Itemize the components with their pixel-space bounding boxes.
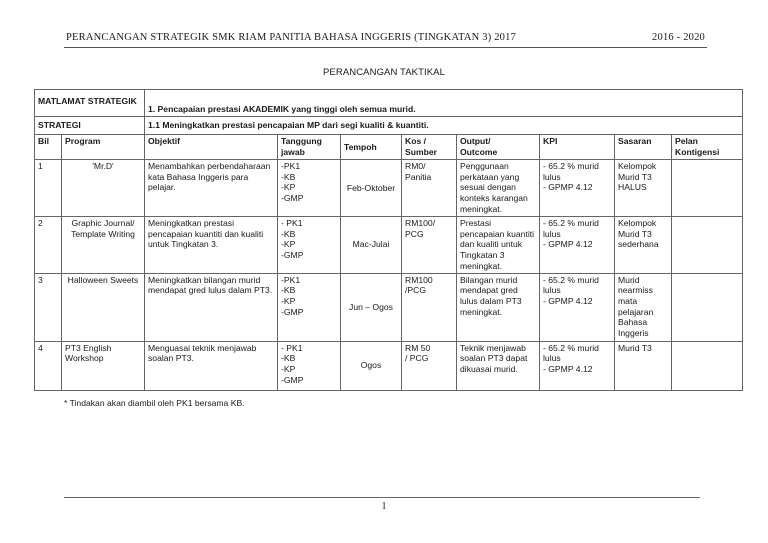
row-bil: 4 bbox=[35, 341, 62, 390]
header-title: PERANCANGAN STRATEGIK SMK RIAM PANITIA BAHASA INGGERIS (TINGKATAN 3) 2017 bbox=[66, 32, 517, 43]
row-tempoh: Mac-Julai bbox=[341, 217, 402, 274]
row-sasaran: Murid nearmiss mata pelajaran Bahasa Inggeris bbox=[615, 273, 672, 341]
row-kpi: - 65.2 % murid lulus - GPMP 4.12 bbox=[540, 217, 615, 274]
row-pelan bbox=[672, 341, 743, 390]
row-output: Teknik menjawab soalan PT3 dapat dikuasai murid. bbox=[457, 341, 540, 390]
row-output: Prestasi pencapaian kuantiti dan kualiti untuk Tingkatan 3 meningkat. bbox=[457, 217, 540, 274]
col-kos-sumber: Kos / Sumber bbox=[402, 135, 457, 160]
col-pelan-kontigensi: Pelan Kontigensi bbox=[672, 135, 743, 160]
table-row bbox=[35, 160, 743, 217]
col-output-outcome: Output/ Outcome bbox=[457, 135, 540, 160]
row-kos: RM100 /PCG bbox=[402, 273, 457, 341]
row-objektif: Meningkatkan prestasi pencapaian kuantiti dan kualiti untuk Tingkatan 3. bbox=[145, 217, 278, 274]
strategi-value: 1.1 Meningkatkan prestasi pencapaian MP dari segi kualiti & kuantiti. bbox=[145, 117, 743, 135]
col-bil: Bil bbox=[35, 135, 62, 160]
row-objektif: Menambahkan perbendaharaan kata Bahasa Inggeris para pelajar. bbox=[145, 160, 278, 217]
footer-divider bbox=[64, 497, 700, 498]
row-sasaran: Murid T3 bbox=[615, 341, 672, 390]
row-program: Graphic Journal/ Template Writing bbox=[62, 217, 145, 274]
row-sasaran: Kelompok Murid T3 HALUS bbox=[615, 160, 672, 217]
row-output: Penggunaan perkataan yang sesuai dengan konteks karangan meningkat. bbox=[457, 160, 540, 217]
row-kos: RM100/ PCG bbox=[402, 217, 457, 274]
row-kpi: - 65.2 % murid lulus - GPMP 4.12 bbox=[540, 341, 615, 390]
table-row bbox=[35, 217, 743, 274]
row-tempoh: Feb-Oktober bbox=[341, 160, 402, 217]
col-kpi: KPI bbox=[540, 135, 615, 160]
row-tempoh: Jun – Ogos bbox=[341, 273, 402, 341]
tactical-plan-table bbox=[34, 89, 743, 391]
row-tempoh: Ogos bbox=[341, 341, 402, 390]
row-program: 'Mr.D' bbox=[62, 160, 145, 217]
row-bil: 2 bbox=[35, 217, 62, 274]
row-kos: RM 50 / PCG bbox=[402, 341, 457, 390]
page-number: 1 bbox=[381, 501, 387, 512]
strategi-label: STRATEGI bbox=[35, 117, 145, 135]
col-program: Program bbox=[62, 135, 145, 160]
row-kpi: - 65.2 % murid lulus - GPMP 4.12 bbox=[540, 273, 615, 341]
col-objektif: Objektif bbox=[145, 135, 278, 160]
row-pelan bbox=[672, 273, 743, 341]
table-row bbox=[35, 341, 743, 390]
table-row bbox=[35, 273, 743, 341]
row-objektif: Meningkatkan bilangan murid mendapat gred lulus dalam PT3. bbox=[145, 273, 278, 341]
row-kos: RM0/ Panitia bbox=[402, 160, 457, 217]
footnote: * Tindakan akan diambil oleh PK1 bersama KB. bbox=[64, 398, 245, 408]
matlamat-label: MATLAMAT STRATEGIK bbox=[35, 90, 145, 117]
col-tempoh: Tempoh bbox=[341, 135, 402, 160]
page-title: PERANCANGAN TAKTIKAL bbox=[322, 67, 445, 78]
row-output: Bilangan murid mendapat gred lulus dalam PT3 meningkat. bbox=[457, 273, 540, 341]
row-tanggungjawab: - PK1 -KB -KP -GMP bbox=[278, 217, 341, 274]
row-sasaran: Kelompok Murid T3 sederhana bbox=[615, 217, 672, 274]
row-tanggungjawab: -PK1 -KB -KP -GMP bbox=[278, 160, 341, 217]
column-header-row bbox=[35, 135, 743, 160]
page-header bbox=[64, 30, 707, 48]
matlamat-value: 1. Pencapaian prestasi AKADEMIK yang tinggi oleh semua murid. bbox=[145, 90, 743, 117]
row-bil: 3 bbox=[35, 273, 62, 341]
row-program: Halloween Sweets bbox=[62, 273, 145, 341]
matlamat-row bbox=[35, 90, 743, 117]
header-years: 2016 - 2020 bbox=[652, 32, 705, 43]
row-objektif: Menguasai teknik menjawab soalan PT3. bbox=[145, 341, 278, 390]
row-kpi: - 65.2 % murid lulus - GPMP 4.12 bbox=[540, 160, 615, 217]
col-sasaran: Sasaran bbox=[615, 135, 672, 160]
strategi-row bbox=[35, 117, 743, 135]
col-tanggungjawab: Tanggung jawab bbox=[278, 135, 341, 160]
row-tanggungjawab: - PK1 -KB -KP -GMP bbox=[278, 341, 341, 390]
row-program: PT3 English Workshop bbox=[62, 341, 145, 390]
row-bil: 1 bbox=[35, 160, 62, 217]
row-pelan bbox=[672, 217, 743, 274]
row-tanggungjawab: -PK1 -KB -KP -GMP bbox=[278, 273, 341, 341]
row-pelan bbox=[672, 160, 743, 217]
